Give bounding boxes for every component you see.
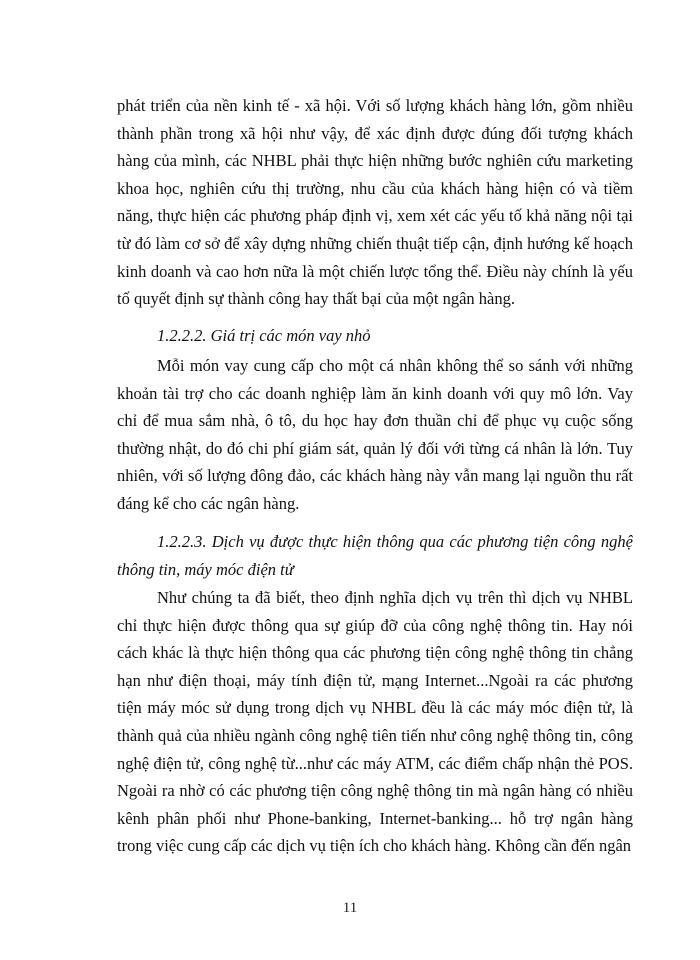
page-number: 11 bbox=[342, 900, 358, 916]
body-paragraph: phát triển của nền kinh tế - xã hội. Với số lượng khách hàng lớn, gồm nhiều thành phần trong xã hội như vậy, để xác định được đúng đối tượng khách hàng của mình, các NHBL phải thực hiện những bước nghiên cứu marketing khoa học, nghiên cứu thị trường, nhu cầu của khách hàng hiện có và tiềm năng, thực hiện các phương pháp định vị, xem xét các yếu tố khả năng nội tại từ đó làm cơ sở để xây dựng những chiến thuật tiếp cận, định hướng kế hoạch kinh doanh và cao hơn nữa là một chiến lược tổng thể. Điều này chính là yếu tố quyết định sự thành công hay thất bại của một ngân hàng. bbox=[117, 96, 633, 309]
body-paragraph: Như chúng ta đã biết, theo định nghĩa dịch vụ trên thì dịch vụ NHBL chỉ thực hiện được thông qua sự giúp đỡ của công nghệ thông tin. Hay nói cách khác là thực hiện thông qua các phương tiện công nghệ thông tin chẳng hạn như điện thoại, máy tính điện tử, mạng Internet...Ngoài ra các phương tiện máy móc sử dụng trong dịch vụ NHBL đều là các máy móc điện tử, là thành quả của nhiều ngành công nghệ tiên tiến như công nghệ thông tin, công nghệ điện tử, công nghệ từ...như các máy ATM, các điểm chấp nhận thẻ POS. Ngoài ra nhờ có các phương tiện công nghệ thông tin mà ngân hàng có nhiều kênh phân phối như Phone-banking, Internet-banking... hỗ trợ ngân hàng trong việc cung cấp các dịch vụ tiện ích cho khách hàng. Không cần đến ngân bbox=[117, 588, 633, 856]
section-heading: 1.2.2.2. Giá trị các món vay nhỏ bbox=[157, 326, 371, 345]
body-paragraph: Mỗi món vay cung cấp cho một cá nhân không thể so sánh với những khoản tài trợ cho các doanh nghiệp làm ăn kinh doanh với quy mô lớn. Vay chỉ để mua sắm nhà, ô tô, du học hay đơn thuần chỉ để phục vụ cuộc sống thường nhật, do đó chi phí giám sát, quản lý đối với từng cá nhân là lớn. Tuy nhiên, với số lượng đông đảo, các khách hàng này vẫn mang lại nguồn thu rất đáng kể cho các ngân hàng. bbox=[117, 356, 633, 513]
section-heading: 1.2.2.3. Dịch vụ được thực hiện thông qua các phương tiện công nghệ thông tin, máy móc điện tử bbox=[117, 532, 633, 579]
